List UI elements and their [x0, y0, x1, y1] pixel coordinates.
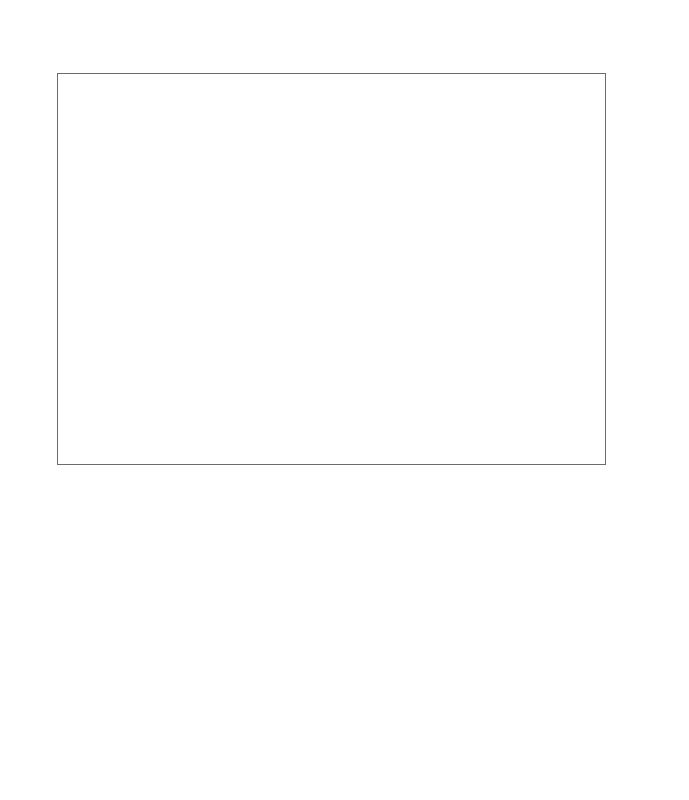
page-header	[0, 41, 641, 59]
figure-map	[57, 73, 606, 465]
